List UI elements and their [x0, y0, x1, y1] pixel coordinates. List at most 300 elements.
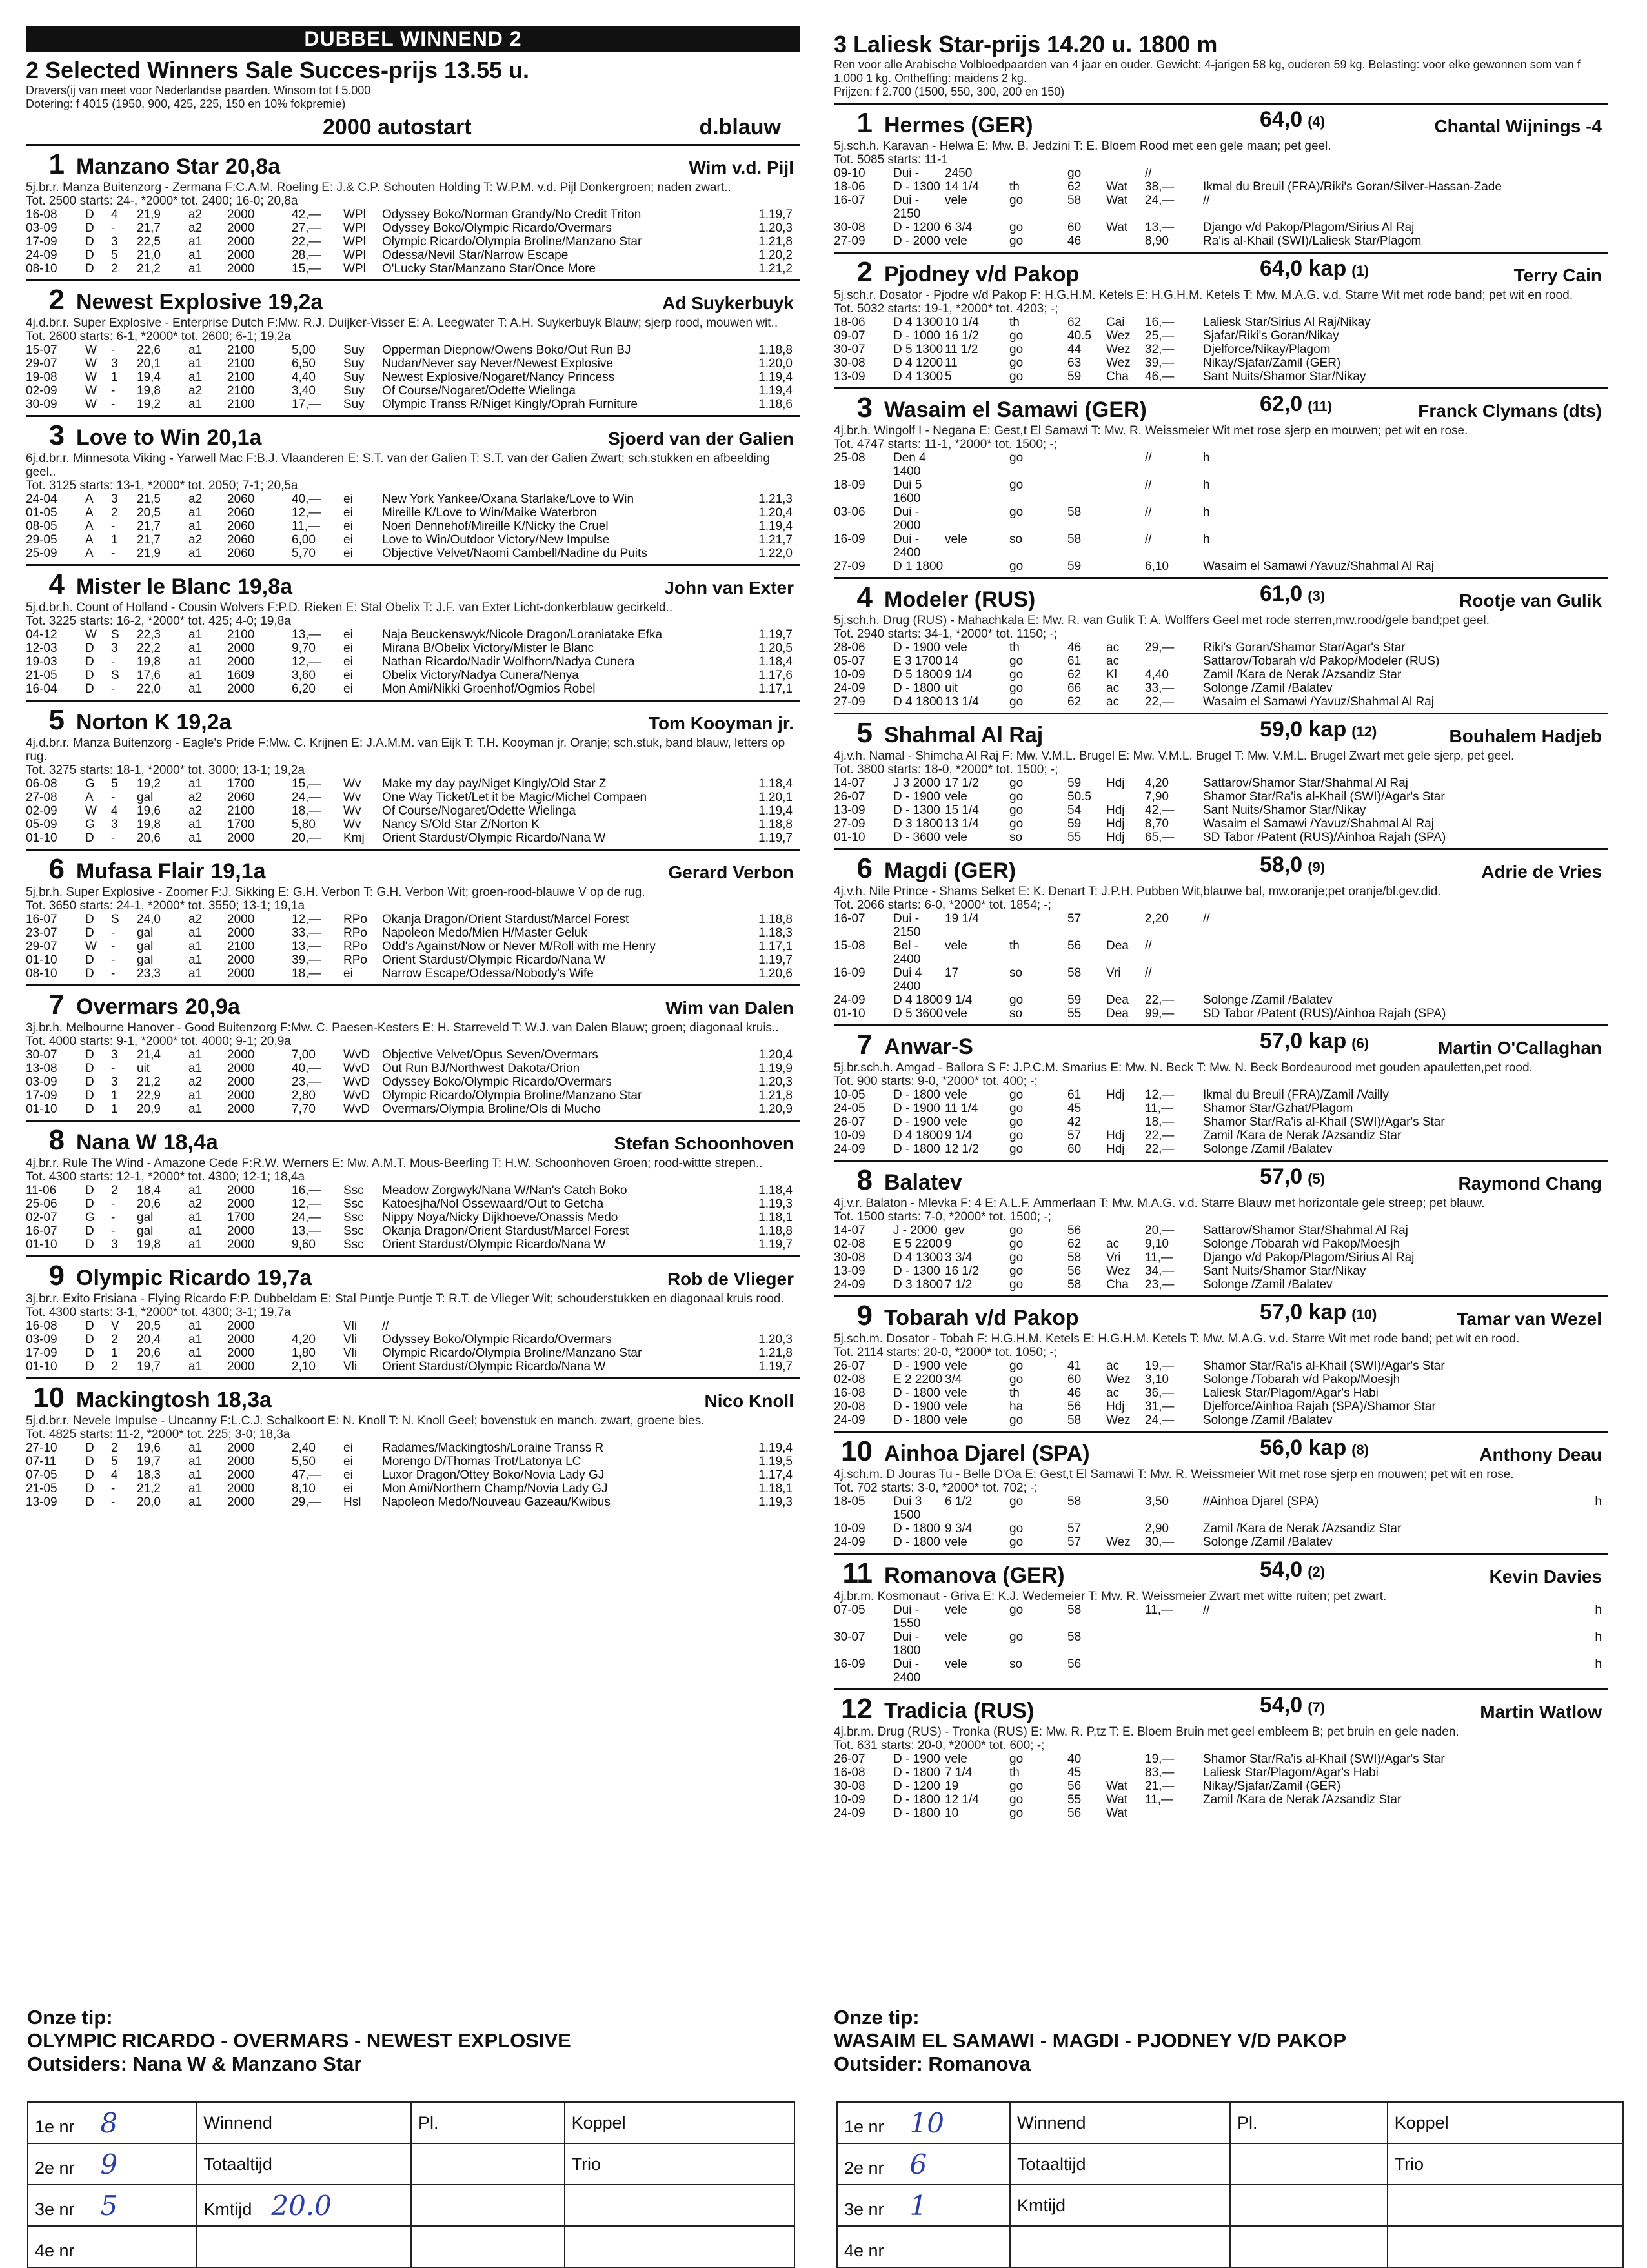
form-cell: go — [1009, 1088, 1024, 1102]
form-cell: D — [85, 235, 94, 248]
form-cell: 9 3/4 — [945, 1522, 973, 1535]
form-cell: 3/4 — [945, 1373, 962, 1386]
grid-cell-combo[interactable] — [565, 2185, 794, 2226]
form-cell: go — [1009, 370, 1024, 383]
form-cell: a1 — [188, 343, 203, 357]
horse-entry — [834, 387, 1608, 573]
form-cell: 24-09 — [834, 1413, 865, 1427]
driver-name: Gerard Verbon — [668, 862, 794, 882]
form-row — [834, 221, 1608, 234]
horse-number: 4 — [856, 582, 873, 613]
grid-cell-combo[interactable] — [1388, 2102, 1623, 2143]
horse-header — [834, 107, 1608, 139]
form-cell: 9,60 — [292, 1238, 316, 1251]
jockey-name: Kevin Davies — [1489, 1566, 1602, 1586]
form-row — [834, 1102, 1608, 1115]
form-cell: 11 — [945, 356, 958, 370]
horse-number: 2 — [856, 256, 873, 288]
form-cell: Hdj — [1106, 804, 1125, 817]
form-cell: 27-10 — [26, 1441, 57, 1455]
form-cell: h — [1595, 1603, 1602, 1617]
form-cell: Sant Nuits/Shamor Star/Nikay — [1203, 804, 1366, 817]
weight-value: 54,0 — [1260, 1557, 1303, 1582]
form-row — [26, 248, 800, 262]
form-row — [834, 641, 1608, 654]
grid-cell-pl[interactable] — [411, 2226, 565, 2267]
form-row — [834, 560, 1608, 573]
grid-cell-combo[interactable] — [1388, 2143, 1623, 2185]
form-cell: 1,80 — [292, 1346, 316, 1360]
form-cell: h — [1203, 478, 1210, 492]
driver-name: Wim van Dalen — [665, 998, 794, 1018]
start-position: (4) — [1308, 114, 1326, 130]
row-label: 3e nr — [844, 2199, 884, 2219]
form-cell: a1 — [188, 818, 203, 831]
form-cell: a1 — [188, 370, 203, 384]
grid-cell-pl[interactable] — [411, 2185, 565, 2226]
form-cell — [1203, 1657, 1402, 1685]
jockey-name: Martin O'Callaghan — [1437, 1038, 1602, 1058]
row-label: 1e nr — [35, 2116, 75, 2136]
form-cell: - — [111, 1197, 116, 1211]
form-cell: 09-07 — [834, 329, 865, 343]
form-cell: Shamor Star/Gzhat/Plagom — [1203, 1102, 1353, 1115]
form-cell: ei — [343, 967, 353, 980]
form-cell: Dui - 2400 — [893, 532, 921, 560]
form-cell: 45 — [1067, 1102, 1082, 1115]
form-cell: 3,10 — [1145, 1373, 1169, 1386]
grid-cell-combo[interactable] — [565, 2102, 794, 2143]
horse-record: 18,4a — [163, 1130, 218, 1155]
form-cell: a1 — [188, 357, 203, 370]
form-cell: New York Yankee/Oxana Starlake/Love to Win — [382, 492, 634, 506]
handwritten-entry[interactable]: 1 — [909, 2189, 927, 2222]
form-cell: RPo — [343, 940, 367, 953]
jockey-name: Anthony Deau — [1479, 1444, 1602, 1464]
form-cell: 2000 — [227, 1495, 255, 1509]
form-cell: 03-09 — [26, 221, 57, 235]
form-cell: D 1 1800 — [893, 560, 944, 573]
form-cell: 19-08 — [26, 370, 57, 384]
form-cell: D — [85, 831, 94, 845]
form-cell: WPl — [343, 262, 366, 276]
form-cell: a1 — [188, 953, 203, 967]
form-cell: 59 — [1067, 370, 1082, 383]
form-cell: 24,— — [1145, 194, 1175, 207]
form-cell: Of Course/Nogaret/Odette Wielinga — [382, 804, 576, 818]
form-cell: D — [85, 248, 94, 262]
form-cell: 9 1/4 — [945, 1129, 973, 1142]
form-row — [834, 790, 1608, 804]
start-type: 2000 autostart — [323, 115, 472, 139]
form-cell: E 3 1700 — [893, 654, 943, 668]
handwritten-entry[interactable]: 5 — [100, 2189, 118, 2222]
start-position: (9) — [1308, 859, 1326, 875]
form-cell: Hdj — [1106, 1129, 1125, 1142]
row-label: 3e nr — [35, 2199, 75, 2219]
form-cell: a2 — [188, 208, 203, 221]
form-cell: ac — [1106, 1386, 1120, 1400]
weight-value: 56,0 kap — [1260, 1435, 1347, 1460]
horse-record: 19,2a — [176, 710, 232, 734]
form-cell: O'Lucky Star/Manzano Star/Once More — [382, 262, 596, 276]
form-cell: Solonge /Zamil /Balatev — [1203, 1535, 1333, 1549]
form-cell: 58 — [1067, 1603, 1082, 1617]
form-row — [26, 547, 800, 560]
form-row — [26, 642, 800, 655]
form-cell: 1.20,6 — [758, 967, 793, 980]
form-cell: a2 — [188, 1075, 203, 1089]
form-cell: 2450 — [945, 167, 973, 180]
form-cell: 2100 — [227, 384, 255, 398]
form-cell: 11,— — [292, 520, 321, 533]
form-cell: uit — [137, 1062, 150, 1075]
form-cell: 20,6 — [137, 1197, 161, 1211]
form-cell: 2000 — [227, 926, 255, 940]
grid-cell-type[interactable] — [1010, 2143, 1230, 2185]
form-cell: Ssc — [343, 1184, 364, 1197]
grid-cell-row-label — [837, 2226, 1010, 2267]
form-cell: 2100 — [227, 357, 255, 370]
grid-cell-type[interactable] — [1010, 2185, 1230, 2226]
form-cell: 22,— — [1145, 1129, 1175, 1142]
form-cell: Hdj — [1106, 1142, 1125, 1156]
grid-cell-type[interactable] — [196, 2226, 411, 2267]
form-cell: Nikay/Sjafar/Zamil (GER) — [1203, 1779, 1341, 1793]
form-row — [834, 478, 1608, 505]
form-cell: 25-09 — [26, 547, 57, 560]
form-cell: Nancy S/Old Star Z/Norton K — [382, 818, 540, 831]
form-cell: W — [85, 398, 97, 411]
form-cell — [1145, 1807, 1203, 1820]
form-row — [26, 953, 800, 967]
form-cell: - — [111, 940, 116, 953]
start-position: (3) — [1308, 588, 1326, 604]
handwritten-entry[interactable]: 10 — [909, 2107, 944, 2139]
form-cell: vele — [945, 641, 967, 654]
form-cell: Obelix Victory/Nadya Cunera/Nenya — [382, 669, 579, 682]
form-row — [26, 506, 800, 520]
form-cell: a1 — [188, 642, 203, 655]
grid-cell-type[interactable] — [196, 2143, 411, 2185]
form-cell: 57 — [1067, 1535, 1082, 1549]
form-cell: 1609 — [227, 669, 255, 682]
form-cell: Zamil /Kara de Nerak /Azsandiz Star — [1203, 1793, 1402, 1807]
form-cell: 1.21,8 — [758, 1346, 793, 1360]
form-cell: D - 1900 — [893, 1359, 940, 1373]
form-cell: 2000 — [227, 1184, 255, 1197]
grid-cell-type[interactable] — [1010, 2102, 1230, 2143]
form-cell: 3 — [111, 235, 118, 248]
form-cell: go — [1009, 356, 1024, 370]
form-cell: Dui - 2150 — [893, 912, 921, 939]
form-cell: go — [1009, 343, 1024, 356]
form-cell: go — [1009, 993, 1024, 1007]
form-cell: a1 — [188, 831, 203, 845]
form-cell: 7 1/2 — [945, 1278, 973, 1291]
horse-number: 11 — [842, 1557, 873, 1589]
form-cell: W — [85, 940, 97, 953]
grid-cell-type[interactable] — [196, 2185, 411, 2226]
grid-cell-combo[interactable] — [1388, 2185, 1623, 2226]
grid-row — [837, 2185, 1623, 2226]
form-cell: // — [1203, 912, 1210, 926]
form-cell: go — [1009, 1359, 1024, 1373]
form-cell — [1106, 1495, 1145, 1522]
form-cell: 20,— — [292, 831, 321, 845]
form-cell: 1.21,3 — [758, 492, 793, 506]
form-cell: 58 — [1067, 1413, 1082, 1427]
form-cell: 12-03 — [26, 642, 57, 655]
form-cell: A — [85, 520, 94, 533]
horse-header — [26, 989, 800, 1021]
horse-stats: Tot. 3225 starts: 16-2, *2000* tot. 425; 4-0; 19,8a — [26, 614, 291, 628]
horse-record: 19,2a — [268, 290, 323, 314]
form-cell: Ssc — [343, 1197, 364, 1211]
form-cell: 2000 — [227, 248, 255, 262]
form-cell: 4 — [111, 804, 118, 818]
form-cell: Odyssey Boko/Olympic Ricardo/Overmars — [382, 1333, 612, 1346]
form-cell: 1.18,4 — [758, 655, 793, 669]
form-cell: 2060 — [227, 547, 255, 560]
grid-cell-type[interactable] — [1010, 2226, 1230, 2267]
form-cell: 22,3 — [137, 628, 161, 642]
form-cell: vele — [945, 1400, 967, 1413]
form-cell: ei — [343, 628, 353, 642]
form-cell: 7,90 — [1145, 790, 1169, 804]
form-cell: Wez — [1106, 1264, 1131, 1278]
weight-value: 64,0 kap — [1260, 256, 1347, 281]
form-cell: Bel - 2400 — [893, 939, 921, 966]
form-cell: 1.20,4 — [758, 506, 793, 520]
form-cell: Wv — [343, 777, 361, 791]
grid-cell-pl[interactable] — [411, 2143, 565, 2185]
form-cell: Suy — [343, 370, 365, 384]
form-cell: 44 — [1067, 343, 1082, 356]
form-cell: ei — [343, 682, 353, 696]
horse-header — [834, 582, 1608, 614]
form-cell: D — [85, 1319, 94, 1333]
form-cell: 02-09 — [26, 804, 57, 818]
form-row — [26, 533, 800, 547]
form-cell: 2000 — [227, 1468, 255, 1482]
form-cell: 10 — [945, 1807, 959, 1820]
form-cell: - — [111, 1482, 116, 1495]
form-cell: so — [1009, 966, 1023, 980]
grid-cell-combo[interactable] — [565, 2226, 794, 2267]
horse-name: Love to Win — [76, 425, 201, 450]
horse-number: 8 — [48, 1124, 65, 1156]
form-cell: 1.17,1 — [758, 682, 793, 696]
form-cell: 59 — [1067, 817, 1082, 831]
form-cell: 15 1/4 — [945, 804, 979, 817]
form-cell: 1.18,4 — [758, 777, 793, 791]
jockey-name: Franck Clymans (dts) — [1418, 401, 1602, 421]
form-cell: // — [1145, 478, 1152, 492]
form-row — [834, 695, 1608, 709]
form-row — [26, 913, 800, 926]
form-cell: 21,2 — [137, 262, 161, 276]
form-cell: Solonge /Zamil /Balatev — [1203, 1142, 1333, 1156]
form-cell: ei — [343, 1482, 353, 1495]
form-cell: go — [1009, 1115, 1024, 1129]
form-cell: gev — [945, 1224, 965, 1237]
handwritten-entry[interactable]: 6 — [909, 2148, 927, 2180]
form-cell — [292, 1319, 343, 1333]
form-row — [26, 208, 800, 221]
handwritten-kmtijd[interactable]: 20.0 — [271, 2189, 332, 2222]
form-cell — [1106, 1657, 1145, 1685]
form-row — [26, 655, 800, 669]
handwritten-entry[interactable]: 9 — [100, 2148, 118, 2180]
form-cell: 40 — [1067, 1752, 1082, 1766]
grid-cell-pl[interactable] — [1230, 2185, 1388, 2226]
horse-number: 1 — [48, 148, 65, 180]
grid-cell-pl[interactable] — [1230, 2226, 1388, 2267]
form-cell: go — [1009, 682, 1024, 695]
grid-cell-row-label — [28, 2102, 196, 2143]
form-cell: 1.20,1 — [758, 791, 793, 804]
form-cell — [1106, 1603, 1145, 1630]
form-row — [26, 384, 800, 398]
form-row — [834, 1495, 1608, 1522]
form-cell: Odessa/Nevil Star/Narrow Escape — [382, 248, 569, 262]
horse-pedigree: 5j.br.sch.h. Amgad - Ballora S F: J.P.C.M. Smarius E: Mw. N. Beck T: Mw. N. Beck Bordeaurood met gouden apauletten,pet rood. — [834, 1061, 1533, 1075]
form-cell: 07-05 — [26, 1468, 57, 1482]
form-cell: 56 — [1067, 1779, 1082, 1793]
handwritten-entry[interactable]: 8 — [100, 2107, 118, 2139]
form-cell: D — [85, 1089, 94, 1102]
form-cell: 1.19,4 — [758, 520, 793, 533]
form-cell: go — [1009, 1264, 1024, 1278]
race-3-title: 3 Laliesk Star-prijs 14.20 u. 1800 m — [834, 31, 1218, 57]
form-row — [834, 180, 1608, 194]
form-cell: 36,— — [1145, 1386, 1175, 1400]
horse-name: Romanova (GER) — [884, 1563, 1065, 1588]
form-cell: ei — [343, 520, 353, 533]
form-cell: 1.19,3 — [758, 1495, 793, 1509]
form-cell: 2100 — [227, 628, 255, 642]
form-row — [26, 1089, 800, 1102]
form-cell: Djelforce/Ainhoa Rajah (SPA)/Shamor Star — [1203, 1400, 1436, 1413]
grid-cell-combo[interactable] — [565, 2143, 794, 2185]
form-cell: so — [1009, 532, 1023, 546]
horse-entry — [26, 564, 800, 696]
weight-value: 54,0 — [1260, 1693, 1303, 1717]
form-cell: a2 — [188, 492, 203, 506]
form-cell: Napoleon Medo/Nouveau Gazeau/Kwibus — [382, 1495, 611, 1509]
form-cell: 19,7 — [137, 1455, 161, 1468]
form-cell: 26-07 — [834, 1752, 865, 1766]
form-cell: 05-07 — [834, 654, 865, 668]
form-cell: a1 — [188, 248, 203, 262]
form-cell: 19,8 — [137, 384, 161, 398]
horse-header — [834, 1029, 1608, 1061]
form-cell: 56 — [1067, 1224, 1082, 1237]
form-cell: 2060 — [227, 533, 255, 547]
form-cell: 1.19,4 — [758, 1441, 793, 1455]
form-cell: a1 — [188, 628, 203, 642]
driver-name: Nico Knoll — [704, 1391, 794, 1411]
form-cell: D — [85, 967, 94, 980]
form-cell: go — [1067, 167, 1082, 180]
form-cell: 14-07 — [834, 1224, 865, 1237]
form-cell: // — [1145, 451, 1152, 465]
form-cell: A — [85, 547, 94, 560]
form-cell — [1106, 912, 1145, 939]
horse-name: Shahmal Al Raj — [884, 723, 1044, 747]
form-cell: 12,— — [292, 913, 321, 926]
form-cell: ac — [1106, 1237, 1120, 1251]
form-cell: G — [85, 1211, 95, 1224]
form-cell: go — [1009, 1413, 1024, 1427]
horse-number: 9 — [48, 1260, 65, 1291]
form-cell: 16-08 — [26, 208, 57, 221]
form-cell: Wv — [343, 804, 361, 818]
horse-weight — [1260, 1557, 1325, 1583]
form-cell: Sattarov/Tobarah v/d Pakop/Modeler (RUS) — [1203, 654, 1440, 668]
form-cell: Wat — [1106, 180, 1128, 194]
track-color: d.blauw — [699, 115, 781, 139]
race-3-tip — [834, 2006, 1608, 2076]
form-cell: - — [111, 655, 116, 669]
form-cell: 20,5 — [137, 506, 161, 520]
form-cell: 22,— — [1145, 993, 1175, 1007]
form-cell: D - 1300 — [893, 804, 940, 817]
form-cell: 2000 — [227, 221, 255, 235]
form-cell: // — [1203, 1603, 1210, 1617]
form-cell: 01-10 — [834, 1007, 865, 1020]
form-cell: D — [85, 953, 94, 967]
grid-cell-pl[interactable] — [411, 2102, 565, 2143]
form-cell: D — [85, 1184, 94, 1197]
grid-cell-pl[interactable] — [1230, 2143, 1388, 2185]
grid-cell-pl[interactable] — [1230, 2102, 1388, 2143]
form-cell: 24-04 — [26, 492, 57, 506]
grid-cell-combo[interactable] — [1388, 2226, 1623, 2267]
grid-cell-type[interactable] — [196, 2102, 411, 2143]
form-cell: a1 — [188, 1441, 203, 1455]
form-cell: 17 — [945, 966, 959, 980]
form-cell: 5 — [111, 777, 118, 791]
form-cell: 02-08 — [834, 1237, 865, 1251]
form-cell — [1106, 1115, 1145, 1129]
form-cell: a1 — [188, 669, 203, 682]
form-cell: Odyssey Boko/Norman Grandy/No Credit Triton — [382, 208, 642, 221]
horse-name: Norton K — [76, 710, 170, 734]
horse-pedigree: 5j.sch.h. Drug (RUS) - Mahachkala E: Mw. R. van Gulik T: A. Wolffers Geel met rode sterren,mw.rood/gele band;pet geel. — [834, 614, 1490, 627]
form-cell: 18,4 — [137, 1184, 161, 1197]
form-cell: 17 1/2 — [945, 776, 979, 790]
form-row — [26, 1441, 800, 1455]
form-cell: Mireille K/Love to Win/Maike Waterbron — [382, 506, 597, 520]
form-cell: E 5 2200 — [893, 1237, 943, 1251]
form-cell: 13-09 — [834, 804, 865, 817]
form-cell: 62 — [1067, 695, 1082, 709]
form-cell: 2000 — [227, 1333, 255, 1346]
horse-stats: Tot. 2114 starts: 20-0, *2000* tot. 1050; -; — [834, 1346, 1058, 1359]
form-cell: 10-09 — [834, 668, 865, 682]
form-cell: a2 — [188, 1197, 203, 1211]
horse-stats: Tot. 4000 starts: 9-1, *2000* tot. 4000; 9-1; 20,9a — [26, 1035, 291, 1048]
form-cell: 58 — [1067, 505, 1082, 519]
form-cell: 22,9 — [137, 1089, 161, 1102]
form-cell: 1.22,0 — [758, 547, 793, 560]
horse-pedigree: 4j.br.m. Kosmonaut - Griva E: K.J. Wedemeier T: Mw. R. Weissmeier Zwart met witte ruiten; pet zwart. — [834, 1590, 1387, 1603]
form-cell: D 4 1300 — [893, 370, 944, 383]
form-cell: G — [85, 818, 95, 831]
form-cell: Laliesk Star/Plagom/Agar's Habi — [1203, 1766, 1379, 1779]
